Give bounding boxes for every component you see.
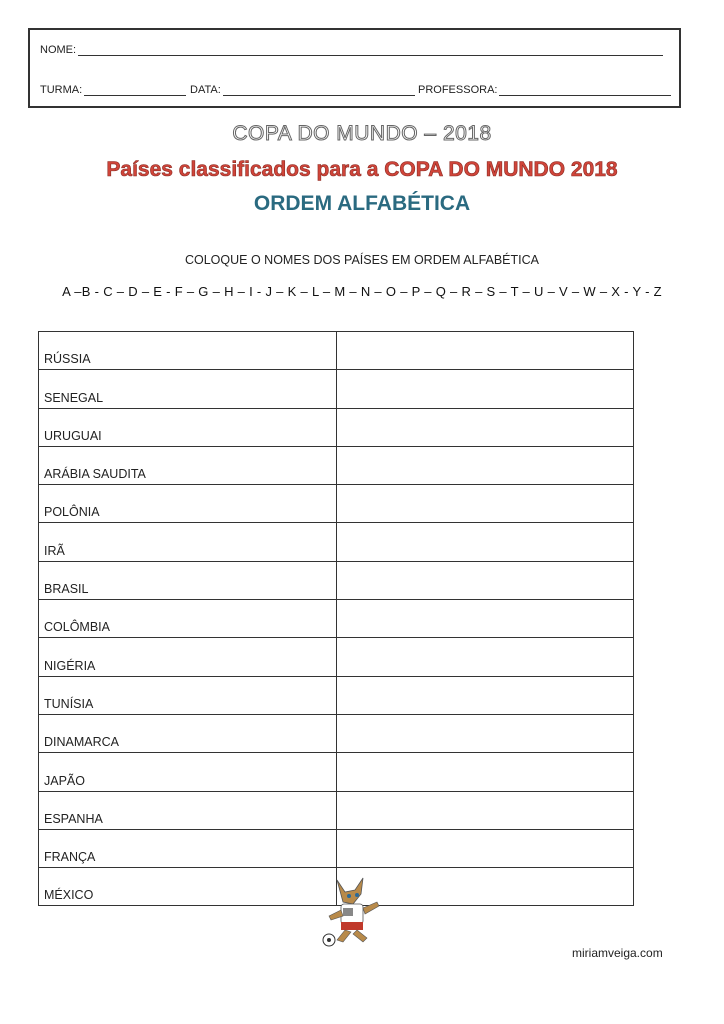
table-row: [39, 370, 634, 408]
table-row: [39, 408, 634, 446]
answer-cell[interactable]: [337, 561, 634, 599]
table-row: [39, 523, 634, 561]
name-field[interactable]: [40, 44, 663, 56]
table-row: [39, 638, 634, 676]
country-name: SENEGAL: [39, 370, 337, 408]
table-row: [39, 753, 634, 791]
class-line[interactable]: [84, 94, 186, 96]
countries-table: [38, 331, 634, 906]
name-line[interactable]: [78, 54, 663, 56]
table-row: [39, 485, 634, 523]
answer-cell[interactable]: [337, 638, 634, 676]
table-row: [39, 676, 634, 714]
footer-website: miriamveiga.com: [572, 946, 663, 960]
table-row: [39, 791, 634, 829]
teacher-field[interactable]: [418, 84, 671, 96]
country-name: COLÔMBIA: [39, 600, 337, 638]
answer-cell[interactable]: [337, 676, 634, 714]
class-field[interactable]: [40, 84, 186, 96]
mascot-illustration: [315, 876, 395, 948]
country-name: IRÃ: [39, 523, 337, 561]
date-line[interactable]: [223, 94, 415, 96]
answer-cell[interactable]: [337, 600, 634, 638]
country-name: POLÔNIA: [39, 485, 337, 523]
country-name: MÉXICO: [39, 868, 337, 906]
date-field[interactable]: [190, 84, 415, 96]
country-name: NIGÉRIA: [39, 638, 337, 676]
main-title: COPA DO MUNDO – 2018: [232, 122, 492, 145]
country-name: TUNÍSIA: [39, 676, 337, 714]
alphabet: A –B - C – D – E - F – G – H – I - J – K – L – M – N – O – P – Q – R – S – T – U – V – W – X - Y - Z: [62, 284, 662, 299]
country-name: DINAMARCA: [39, 714, 337, 752]
table-row: [39, 714, 634, 752]
answer-cell[interactable]: [337, 485, 634, 523]
answer-cell[interactable]: [337, 523, 634, 561]
answer-cell[interactable]: [337, 829, 634, 867]
instruction: COLOQUE O NOMES DOS PAÍSES EM ORDEM ALFABÉTICA: [184, 253, 539, 267]
student-info-box: [28, 28, 681, 108]
teacher-label: PROFESSORA:: [418, 84, 498, 96]
country-name: ESPANHA: [39, 791, 337, 829]
answer-cell[interactable]: [337, 446, 634, 484]
country-name: ARÁBIA SAUDITA: [39, 446, 337, 484]
country-name: URUGUAI: [39, 408, 337, 446]
answer-cell[interactable]: [337, 753, 634, 791]
answer-cell[interactable]: [337, 370, 634, 408]
table-row: [39, 332, 634, 370]
teacher-line[interactable]: [499, 94, 671, 96]
country-name: BRASIL: [39, 561, 337, 599]
date-label: DATA:: [190, 84, 221, 96]
answer-cell[interactable]: [337, 408, 634, 446]
table-row: [39, 561, 634, 599]
name-label: NOME:: [40, 44, 77, 56]
country-name: JAPÃO: [39, 753, 337, 791]
table-row: [39, 446, 634, 484]
class-label: TURMA:: [40, 84, 83, 96]
section-title: ORDEM ALFABÉTICA: [253, 192, 471, 215]
subtitle: Países classificados para a COPA DO MUNDO 2018: [106, 158, 618, 181]
answer-cell[interactable]: [337, 714, 634, 752]
country-name: FRANÇA: [39, 829, 337, 867]
answer-cell[interactable]: [337, 332, 634, 370]
table-row: [39, 600, 634, 638]
answer-cell[interactable]: [337, 791, 634, 829]
table-row: [39, 829, 634, 867]
country-name: RÚSSIA: [39, 332, 337, 370]
